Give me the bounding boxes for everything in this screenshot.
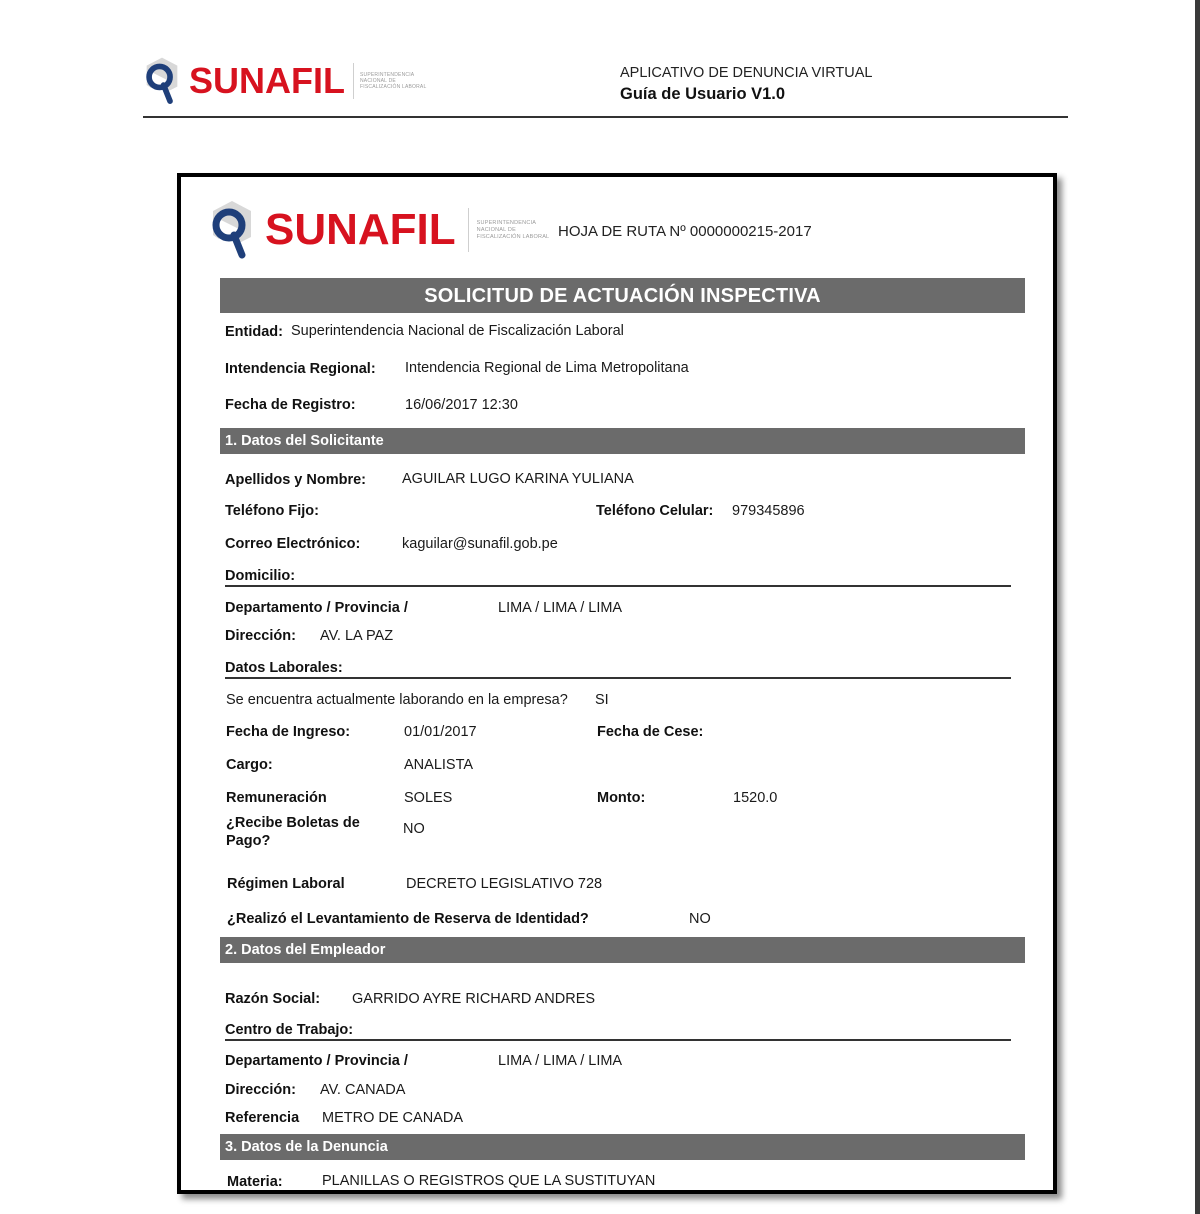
- logo-divider: [353, 63, 354, 99]
- intendencia-label: Intendencia Regional:: [225, 361, 376, 377]
- apellidos-label: Apellidos y Nombre:: [225, 472, 366, 488]
- guide-title: Guía de Usuario V1.0: [620, 85, 786, 103]
- intendencia-value: Intendencia Regional de Lima Metropolitana: [405, 360, 689, 376]
- form-preview-frame: [177, 173, 1057, 1194]
- emp-departamento-label: Departamento / Provincia /: [225, 1053, 408, 1069]
- emp-departamento-value: LIMA / LIMA / LIMA: [498, 1053, 623, 1069]
- correo-label: Correo Electrónico:: [225, 536, 361, 552]
- viewer-scrollbar-edge[interactable]: [1195, 0, 1200, 1214]
- datos-laborales-rule: [225, 677, 1011, 679]
- cargo-value: ANALISTA: [404, 757, 474, 773]
- header-titles: [620, 65, 872, 104]
- section-denuncia: 3. Datos de la Denuncia: [220, 1134, 1025, 1160]
- regimen-label: Régimen Laboral: [227, 876, 345, 892]
- razon-social-value: GARRIDO AYRE RICHARD ANDRES: [352, 991, 596, 1007]
- boletas-label-line1: ¿Recibe Boletas de: [226, 815, 360, 831]
- referencia-value: METRO DE CANADA: [322, 1110, 463, 1126]
- fecha-registro-label: Fecha de Registro:: [225, 397, 356, 413]
- reserva-label: ¿Realizó el Levantamiento de Reserva de Identidad?: [227, 911, 589, 927]
- fecha-ingreso-label: Fecha de Ingreso:: [226, 724, 351, 740]
- monto-label: Monto:: [597, 790, 646, 806]
- document-page-header: [143, 52, 1068, 118]
- entidad-label: Entidad:: [225, 324, 283, 340]
- fecha-registro-value: 16/06/2017 12:30: [405, 397, 518, 413]
- apellidos-value: AGUILAR LUGO KARINA YULIANA: [402, 471, 634, 487]
- form-sunafil-logo: [209, 197, 557, 263]
- emp-direccion-label: Dirección:: [225, 1082, 296, 1098]
- sunafil-wordmark: SUNAFIL: [265, 205, 456, 254]
- materia-label: Materia:: [227, 1174, 283, 1190]
- laborando-question: Se encuentra actualmente laborando en la empresa?: [226, 692, 568, 708]
- logo-tagline: SUPERINTENDENCIA NACIONAL DE FISCALIZACIÓN LABORAL: [360, 72, 427, 90]
- referencia-label: Referencia: [225, 1110, 300, 1126]
- reserva-value: NO: [689, 911, 711, 927]
- razon-social-label: Razón Social:: [225, 991, 321, 1007]
- sunafil-logo: [143, 56, 430, 106]
- sunafil-q-magnifier-icon: [209, 197, 255, 263]
- departamento-label: Departamento / Provincia /: [225, 600, 408, 616]
- remuneracion-label: Remuneración: [226, 790, 327, 806]
- regimen-value: DECRETO LEGISLATIVO 728: [406, 876, 603, 892]
- laborando-value: SI: [595, 692, 609, 708]
- fecha-ingreso-value: 01/01/2017: [404, 724, 477, 740]
- emp-direccion-value: AV. CANADA: [320, 1082, 406, 1098]
- section-solicitante: 1. Datos del Solicitante: [220, 428, 1025, 454]
- direccion-value: AV. LA PAZ: [320, 628, 394, 644]
- sunafil-q-magnifier-icon: [143, 56, 181, 106]
- telefono-celular-label: Teléfono Celular:: [596, 503, 714, 519]
- form-title: SOLICITUD DE ACTUACIÓN INSPECTIVA: [220, 278, 1025, 313]
- departamento-value: LIMA / LIMA / LIMA: [498, 600, 623, 616]
- correo-value: kaguilar@sunafil.gob.pe: [402, 536, 558, 552]
- boletas-value: NO: [403, 821, 425, 837]
- telefono-celular-value: 979345896: [732, 503, 805, 519]
- centro-trabajo-rule: [225, 1039, 1011, 1041]
- domicilio-label: Domicilio:: [225, 568, 296, 584]
- logo-tagline: SUPERINTENDENCIA NACIONAL DE FISCALIZACIÓN LABORAL: [476, 219, 550, 240]
- remuneracion-value: SOLES: [404, 790, 453, 806]
- logo-divider: [468, 208, 469, 252]
- section-empleador: 2. Datos del Empleador: [220, 937, 1025, 963]
- telefono-fijo-label: Teléfono Fijo:: [225, 503, 319, 519]
- fecha-cese-label: Fecha de Cese:: [597, 724, 704, 740]
- boletas-label-line2: Pago?: [226, 833, 271, 849]
- sunafil-wordmark: SUNAFIL: [189, 60, 345, 101]
- monto-value: 1520.0: [733, 790, 778, 806]
- datos-laborales-label: Datos Laborales:: [225, 660, 343, 676]
- app-name: APLICATIVO DE DENUNCIA VIRTUAL: [620, 65, 873, 81]
- cargo-label: Cargo:: [226, 757, 273, 773]
- centro-trabajo-label: Centro de Trabajo:: [225, 1022, 354, 1038]
- materia-value: PLANILLAS O REGISTROS QUE LA SUSTITUYAN: [322, 1173, 656, 1189]
- entidad-value: Superintendencia Nacional de Fiscalización Laboral: [291, 323, 624, 339]
- direccion-label: Dirección:: [225, 628, 296, 644]
- hoja-de-ruta: HOJA DE RUTA Nº 0000000215-2017: [558, 223, 812, 240]
- header-rule: [143, 116, 1068, 118]
- domicilio-rule: [225, 585, 1011, 587]
